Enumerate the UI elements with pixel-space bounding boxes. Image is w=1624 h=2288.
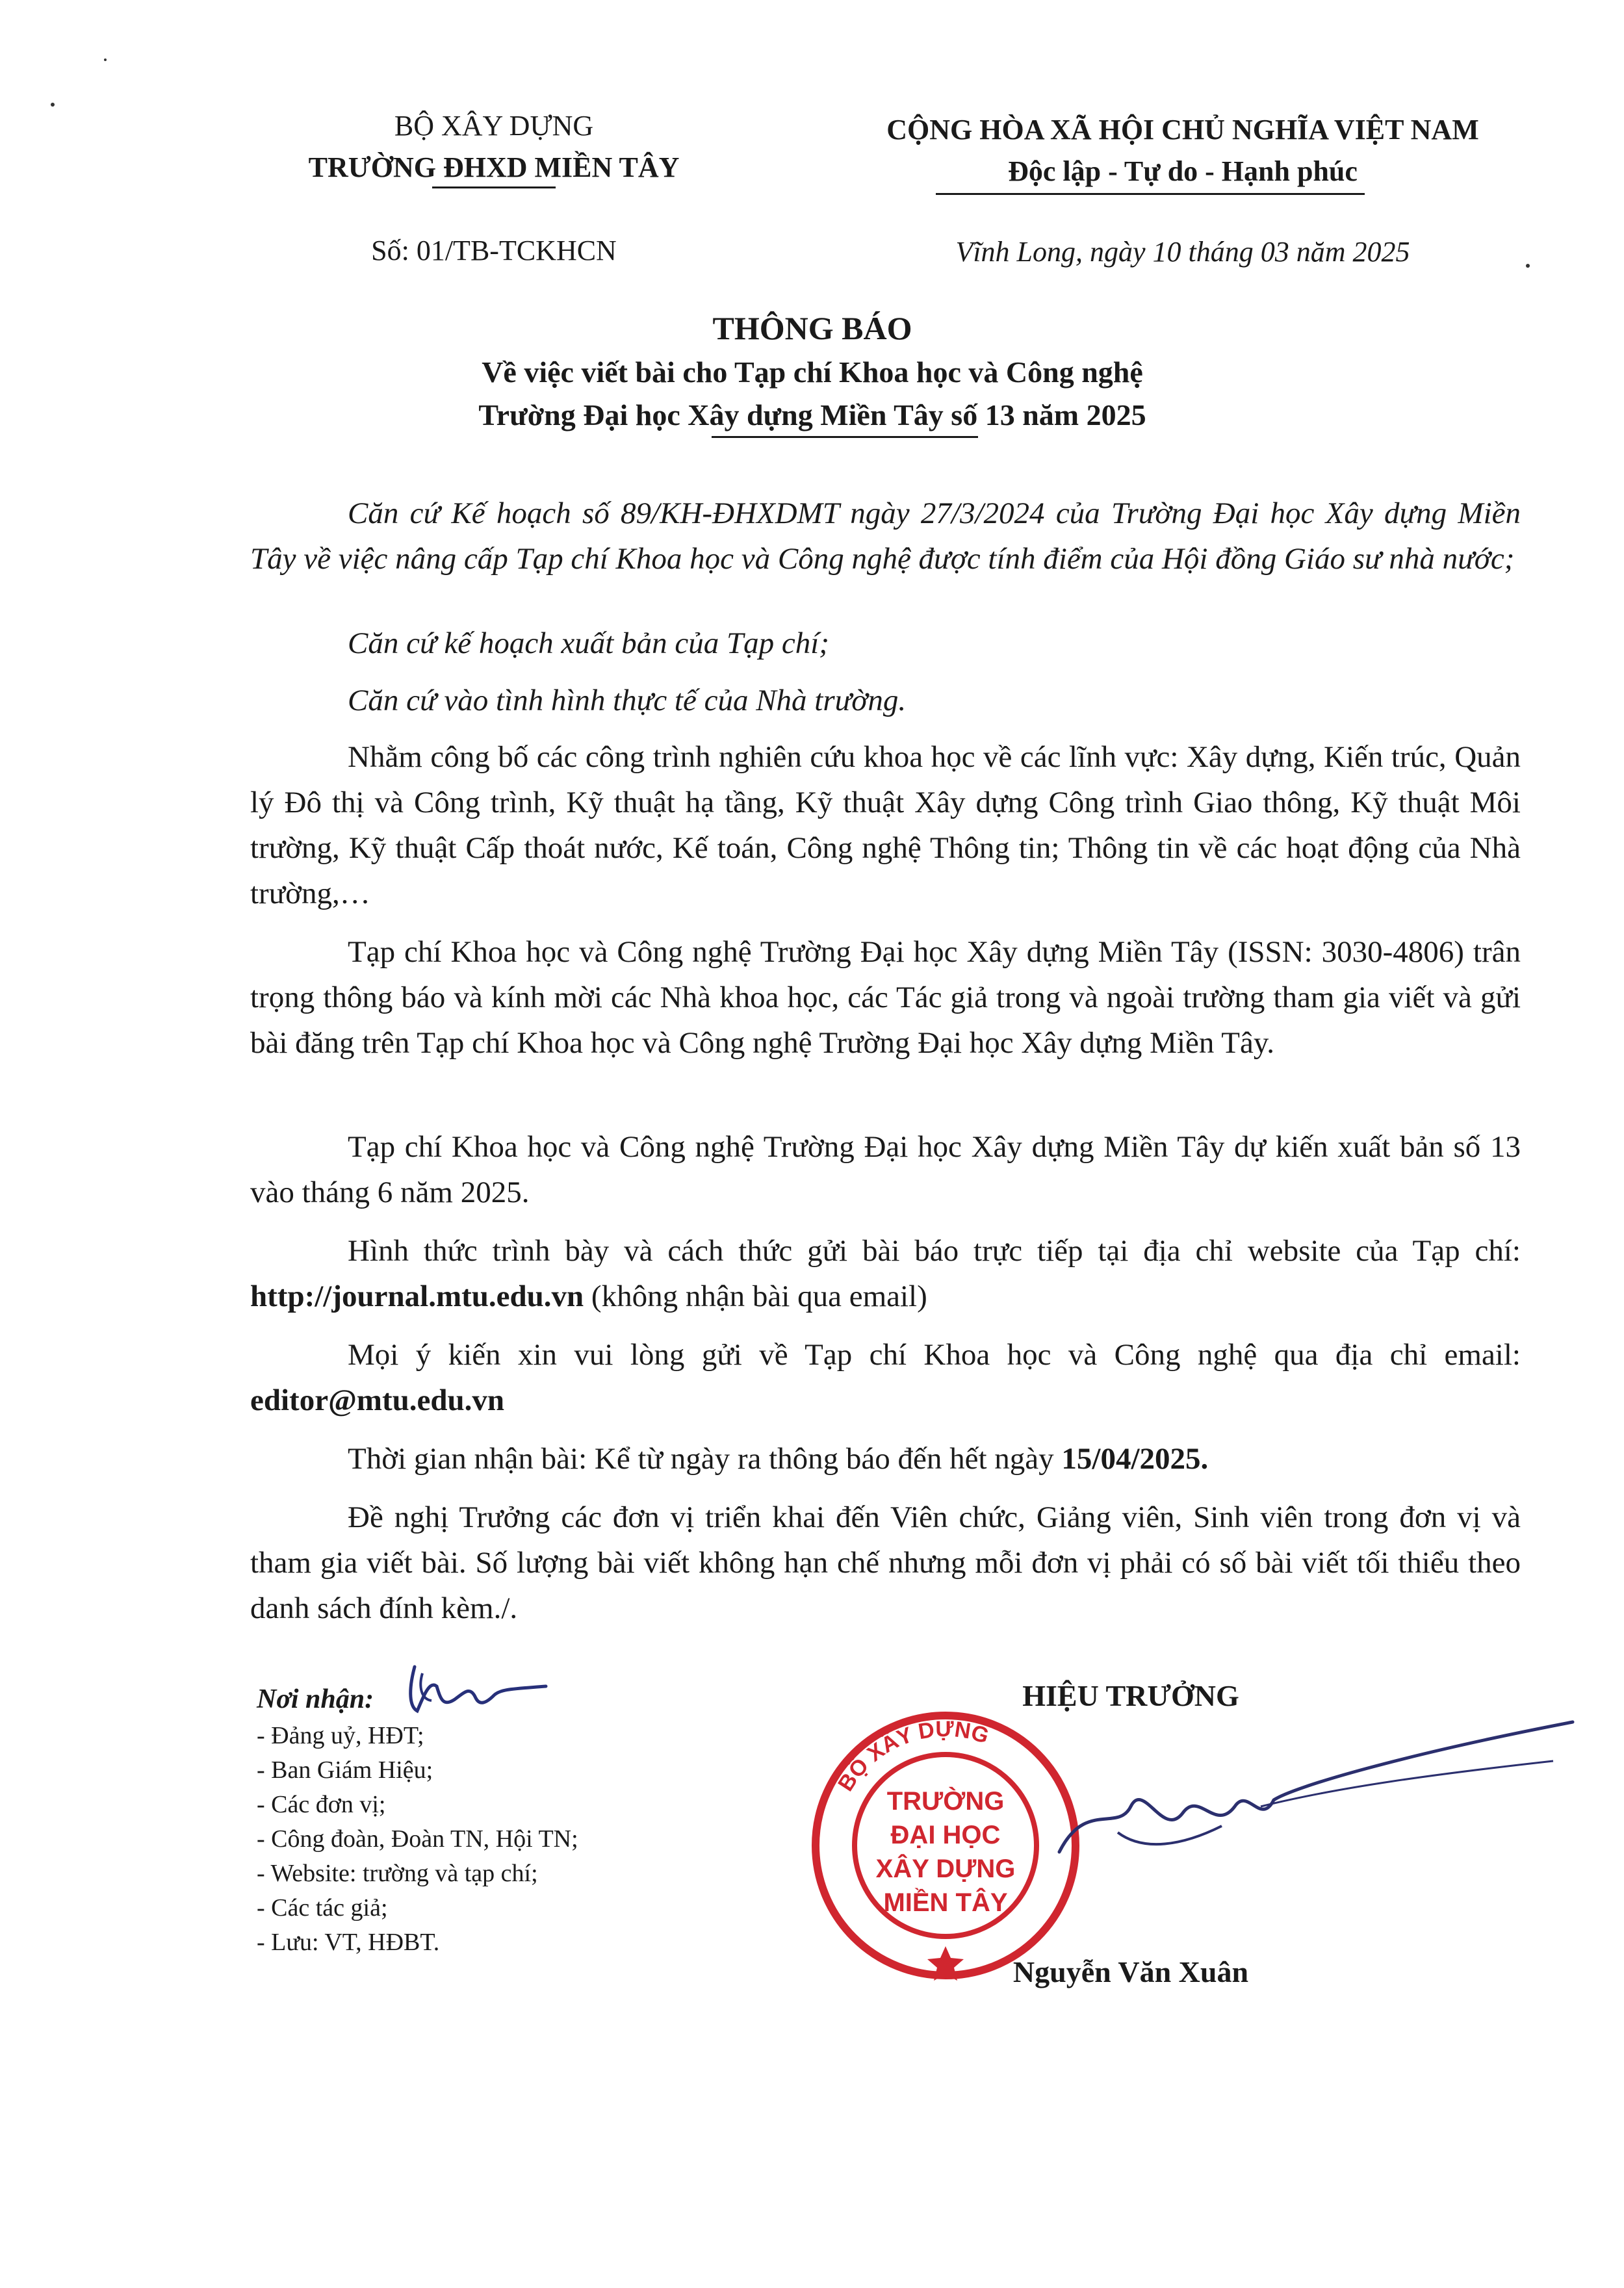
seal-line-4: MIỀN TÂY xyxy=(883,1888,1008,1917)
website-note: (không nhận bài qua email) xyxy=(584,1279,927,1313)
seal-line-3: XÂY DỰNG xyxy=(875,1855,1016,1883)
scan-speck xyxy=(104,58,107,61)
recipient-item: - Các đơn vị; xyxy=(257,1791,386,1818)
basis-paragraph-1: Căn cứ Kế hoạch số 89/KH-ĐHXDMT ngày 27/3/2024 của Trường Đại học Xây dựng Miền Tây về việc nâng cấp Tạp chí Khoa học và Công nghệ được tính điểm của Hội đồng Giáo sư nhà nước; xyxy=(250,496,1521,576)
body-paragraph-7: Đề nghị Trưởng các đơn vị triển khai đến Viên chức, Giảng viên, Sinh viên trong đơn vị và tham gia viết bài. Số lượng bài viết không hạn chế nhưng mỗi đơn vị phải có số bài viết tối thiểu theo danh sách đính kèm./. xyxy=(250,1500,1521,1625)
handwritten-signature xyxy=(1014,1703,1586,1897)
motto-underline xyxy=(936,193,1365,195)
recipient-item: - Các tác giả; xyxy=(257,1894,388,1922)
website-intro: Hình thức trình bày và cách thức gửi bài báo trực tiếp tại địa chỉ website của Tạp chí: xyxy=(348,1234,1521,1268)
scan-speck xyxy=(1526,264,1530,268)
recipients-colon: : xyxy=(365,1684,374,1714)
title-underline xyxy=(712,436,978,438)
body-paragraph-4 xyxy=(250,1228,1521,1319)
signer-name: Nguyễn Văn Xuân xyxy=(1012,1955,1249,1988)
editor-email-link[interactable]: editor@mtu.edu.vn xyxy=(250,1383,505,1417)
body-paragraph-1: Nhằm công bố các công trình nghiên cứu khoa học về các lĩnh vực: Xây dựng, Kiến trúc, Quản lý Đô thị và Công trình, Kỹ thuật hạ tầng, Kỹ thuật Xây dựng Công trình Giao thông, Kỹ thuật Môi trường, Kỹ thuật Cấp thoát nước, Kế toán, Công nghệ Thông tin; Thông tin về các hoạt động của Nhà trường,… xyxy=(250,740,1521,910)
body-paragraph-3: Tạp chí Khoa học và Công nghệ Trường Đại học Xây dựng Miền Tây dự kiến xuất bản số 13 vào tháng 6 năm 2025. xyxy=(250,1130,1521,1209)
national-motto: Độc lập - Tự do - Hạnh phúc xyxy=(1008,155,1358,187)
recipient-item: - Đảng uỷ, HĐT; xyxy=(257,1722,424,1749)
email-intro: Mọi ý kiến xin vui lòng gửi về Tạp chí Khoa học và Công nghệ qua địa chỉ email: xyxy=(348,1338,1521,1372)
recipient-item: - Công đoàn, Đoàn TN, Hội TN; xyxy=(257,1825,578,1853)
document-number: Số: 01/TB-TCKHCN xyxy=(371,235,617,266)
school-underline xyxy=(432,186,556,188)
school-name: TRƯỜNG ĐHXD MIỀN TÂY xyxy=(308,151,680,183)
basis-paragraph-3: Căn cứ vào tình hình thực tế của Nhà trường. xyxy=(348,684,907,717)
deadline-date: 15/04/2025. xyxy=(1061,1442,1209,1476)
journal-website-link[interactable]: http://journal.mtu.edu.vn xyxy=(250,1279,584,1313)
recipient-item: - Website: trường và tạp chí; xyxy=(257,1860,538,1887)
scan-speck xyxy=(51,103,55,107)
basis-paragraph-2: Căn cứ kế hoạch xuất bản của Tạp chí; xyxy=(348,626,829,660)
seal-line-1: TRƯỜNG xyxy=(886,1787,1005,1816)
deadline-intro: Thời gian nhận bài: Kể từ ngày ra thông báo đến hết ngày xyxy=(348,1442,1062,1476)
header-right xyxy=(780,109,1586,192)
body-paragraph-2: Tạp chí Khoa học và Công nghệ Trường Đại học Xây dựng Miền Tây (ISSN: 3030-4806) trân trọng thông báo và kính mời các Nhà khoa học, các Tác giả trong và ngoài trường tham gia viết và gửi bài đăng trên Tạp chí Khoa học và Công nghệ Trường Đại học Xây dựng Miền Tây. xyxy=(250,935,1521,1060)
title-subject-line1: Về việc viết bài cho Tạp chí Khoa học và Công nghệ xyxy=(482,355,1143,389)
seal-line-2: ĐẠI HỌC xyxy=(890,1821,1001,1849)
title-subject-line2: Trường Đại học Xây dựng Miền Tây số 13 năm 2025 xyxy=(478,398,1146,431)
recipient-item: - Lưu: VT, HĐBT. xyxy=(257,1929,440,1956)
place-date: Vĩnh Long, ngày 10 tháng 03 năm 2025 xyxy=(955,236,1410,268)
recipient-item: - Ban Giám Hiệu; xyxy=(257,1756,433,1784)
country-name: CỘNG HÒA XÃ HỘI CHỦ NGHĨA VIỆT NAM xyxy=(886,114,1479,146)
recipients-block xyxy=(257,1680,712,1960)
initials-scribble xyxy=(403,1660,552,1719)
document-title: THÔNG BÁO xyxy=(712,310,912,346)
recipients-label: Nơi nhận xyxy=(257,1684,365,1714)
seal-ring-textpath: BỘ XÂY DỰNG xyxy=(833,1716,992,1796)
ministry-name: BỘ XÂY DỰNG xyxy=(394,110,594,142)
header-left xyxy=(260,105,728,188)
body-paragraph-6 xyxy=(250,1436,1521,1482)
title-block xyxy=(260,305,1365,437)
body-paragraph-5 xyxy=(250,1332,1521,1423)
signer-position: HIỆU TRƯỞNG xyxy=(1022,1679,1239,1712)
